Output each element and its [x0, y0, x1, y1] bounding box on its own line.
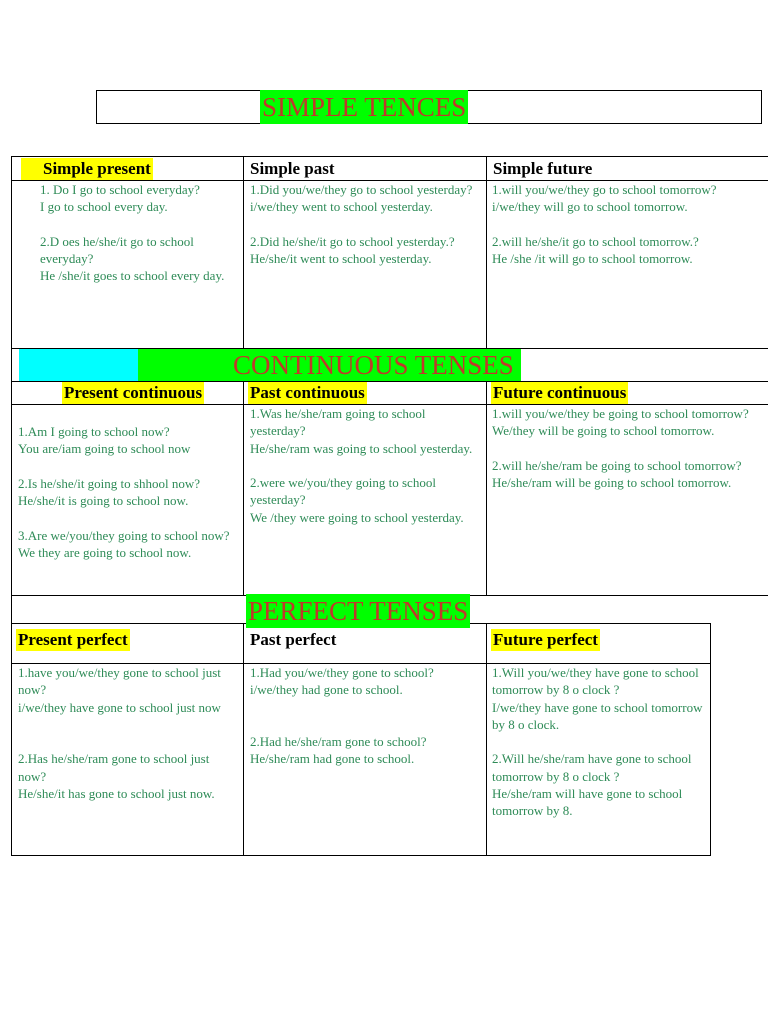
header-simple-future: Simple future: [493, 159, 593, 178]
continuous-tenses-table: [11, 348, 768, 596]
perfect-title: PERFECT TENSES: [248, 596, 469, 626]
perfect-tenses-table: [11, 596, 768, 856]
cell-future-continuous: 1.will you/we/they be going to school tomorrow? We/they will be going to school tomorrow. 2.will he/she/ram be going to school tomorrow? He/she/ram will be going to school tomorrow.: [492, 406, 749, 491]
simple-tenses-table: [11, 156, 768, 348]
header-present-perfect: Present perfect: [18, 630, 128, 649]
header-simple-present: Simple present: [21, 158, 153, 180]
cell-past-continuous: 1.Was he/she/ram going to school yesterday? He/she/ram was going to school yesterday. 2.were we/you/they going to school yesterday? We /they were going to school yesterday.: [250, 406, 473, 525]
cell-future-perfect: 1.Will you/we/they have gone to school tomorrow by 8 o clock ? I/we/they have gone to school tomorrow by 8 o clock. 2.Will he/she/ram have gone to school tomorrow by 8 o clock ? He/she/ram will have gone to school tomorrow by 8.: [492, 665, 703, 819]
header-present-continuous: Present continuous: [64, 383, 203, 402]
header-future-perfect: Future perfect: [493, 630, 598, 649]
cell-simple-past: 1.Did you/we/they go to school yesterday? i/we/they went to school yesterday. 2.Did he/she/it go to school yesterday.? He/she/it went to school yesterday.: [250, 182, 473, 267]
document-title: SIMPLE TENCES: [262, 92, 467, 122]
cell-simple-present: 1. Do I go to school everyday? I go to school every day. 2.D oes he/she/it go to school everyday? He /she/it goes to school every day.: [40, 182, 225, 284]
continuous-title: CONTINUOUS TENSES: [233, 350, 514, 380]
cyan-block: [19, 349, 138, 381]
header-simple-past: Simple past: [250, 159, 335, 178]
cell-past-perfect: 1.Had you/we/they gone to school? i/we/they had gone to school. 2.Had he/she/ram gone to school? He/she/ram had gone to school.: [250, 665, 434, 767]
cell-simple-future: 1.will you/we/they go to school tomorrow? i/we/they will go to school tomorrow. 2.will he/she/it go to school tomorrow.? He /she /it will go to school tomorrow.: [492, 182, 717, 267]
header-past-perfect: Past perfect: [250, 630, 337, 649]
cell-present-continuous: 1.Am I going to school now? You are/iam going to school now 2.Is he/she/it going to shhool now? He/she/it is going to school now. 3.Are we/you/they going to school now? We they are going to school now.: [18, 424, 230, 561]
header-past-continuous: Past continuous: [250, 383, 365, 402]
header-future-continuous: Future continuous: [493, 383, 627, 402]
cell-present-perfect: 1.have you/we/they gone to school just now? i/we/they have gone to school just now 2.Has he/she/ram gone to school just now? He/she/it has gone to school just now.: [18, 665, 221, 802]
